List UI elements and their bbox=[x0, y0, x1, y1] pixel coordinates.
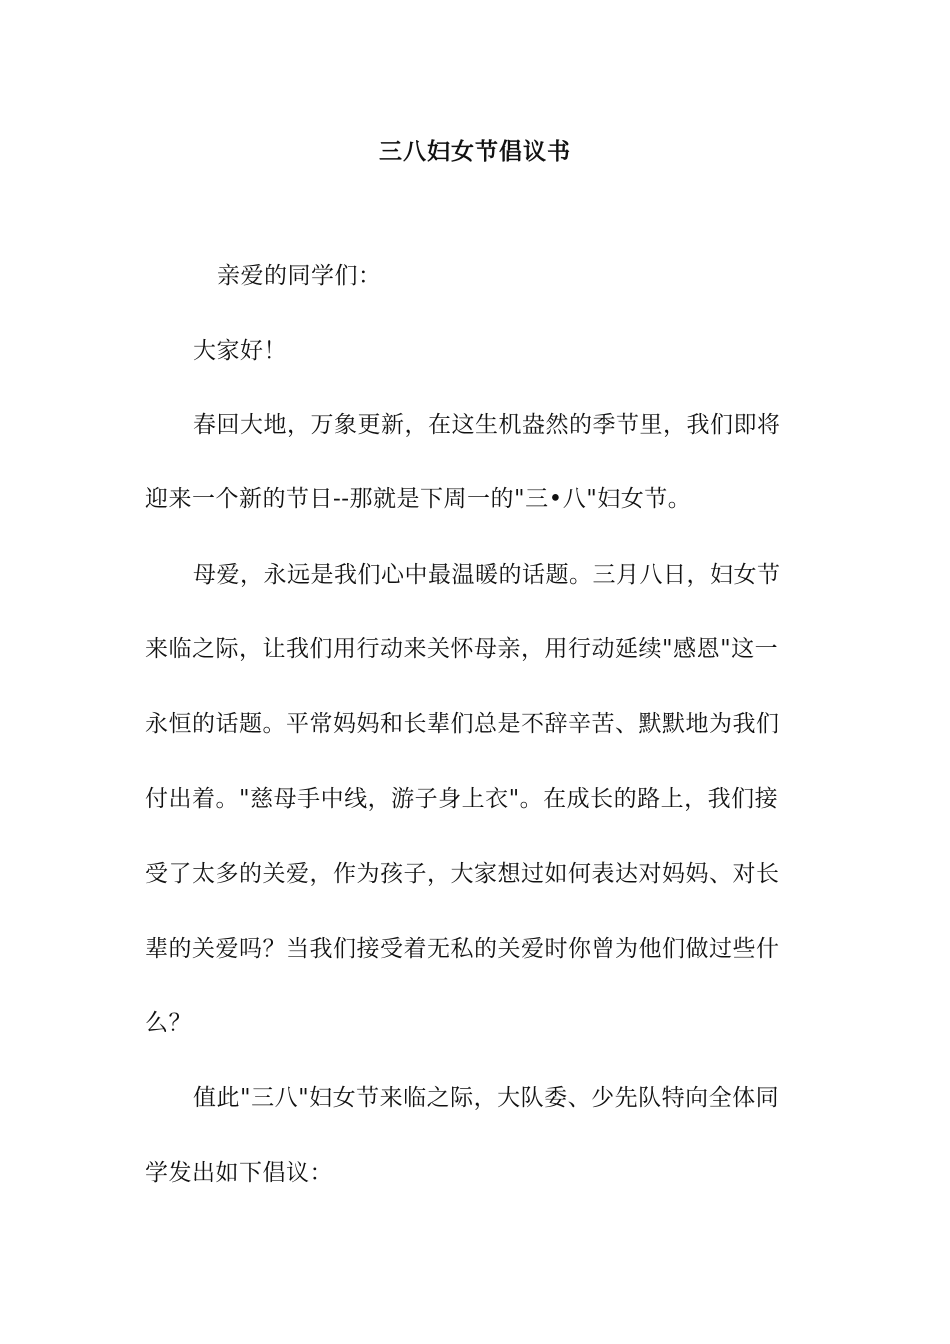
paragraph-line: 来临之际，让我们用行动来关怀母亲，用行动延续"感恩"这一 bbox=[145, 636, 779, 662]
paragraph-line: 么？ bbox=[145, 1010, 192, 1036]
paragraph-line: 付出着。"慈母手中线，游子身上衣"。在成长的路上，我们接 bbox=[145, 786, 779, 812]
document-title: 三八妇女节倡议书 bbox=[379, 138, 571, 165]
paragraph-line: 春回大地，万象更新，在这生机盎然的季节里，我们即将 bbox=[193, 412, 781, 438]
paragraph-line: 值此"三八"妇女节来临之际，大队委、少先队特向全体同 bbox=[193, 1085, 780, 1111]
salutation: 亲爱的同学们： bbox=[217, 263, 382, 289]
paragraph-line: 迎来一个新的节日--那就是下周一的"三•八"妇女节。 bbox=[145, 486, 692, 512]
paragraph-line: 学发出如下倡议： bbox=[145, 1160, 333, 1186]
greeting: 大家好！ bbox=[193, 338, 287, 364]
paragraph-line: 受了太多的关爱，作为孩子，大家想过如何表达对妈妈、对长 bbox=[145, 861, 780, 887]
paragraph-line: 永恒的话题。平常妈妈和长辈们总是不辞辛苦、默默地为我们 bbox=[145, 711, 780, 737]
paragraph-line: 辈的关爱吗？当我们接受着无私的关爱时你曾为他们做过些什 bbox=[145, 936, 780, 962]
paragraph-line: 母爱，永远是我们心中最温暖的话题。三月八日，妇女节 bbox=[193, 562, 781, 588]
